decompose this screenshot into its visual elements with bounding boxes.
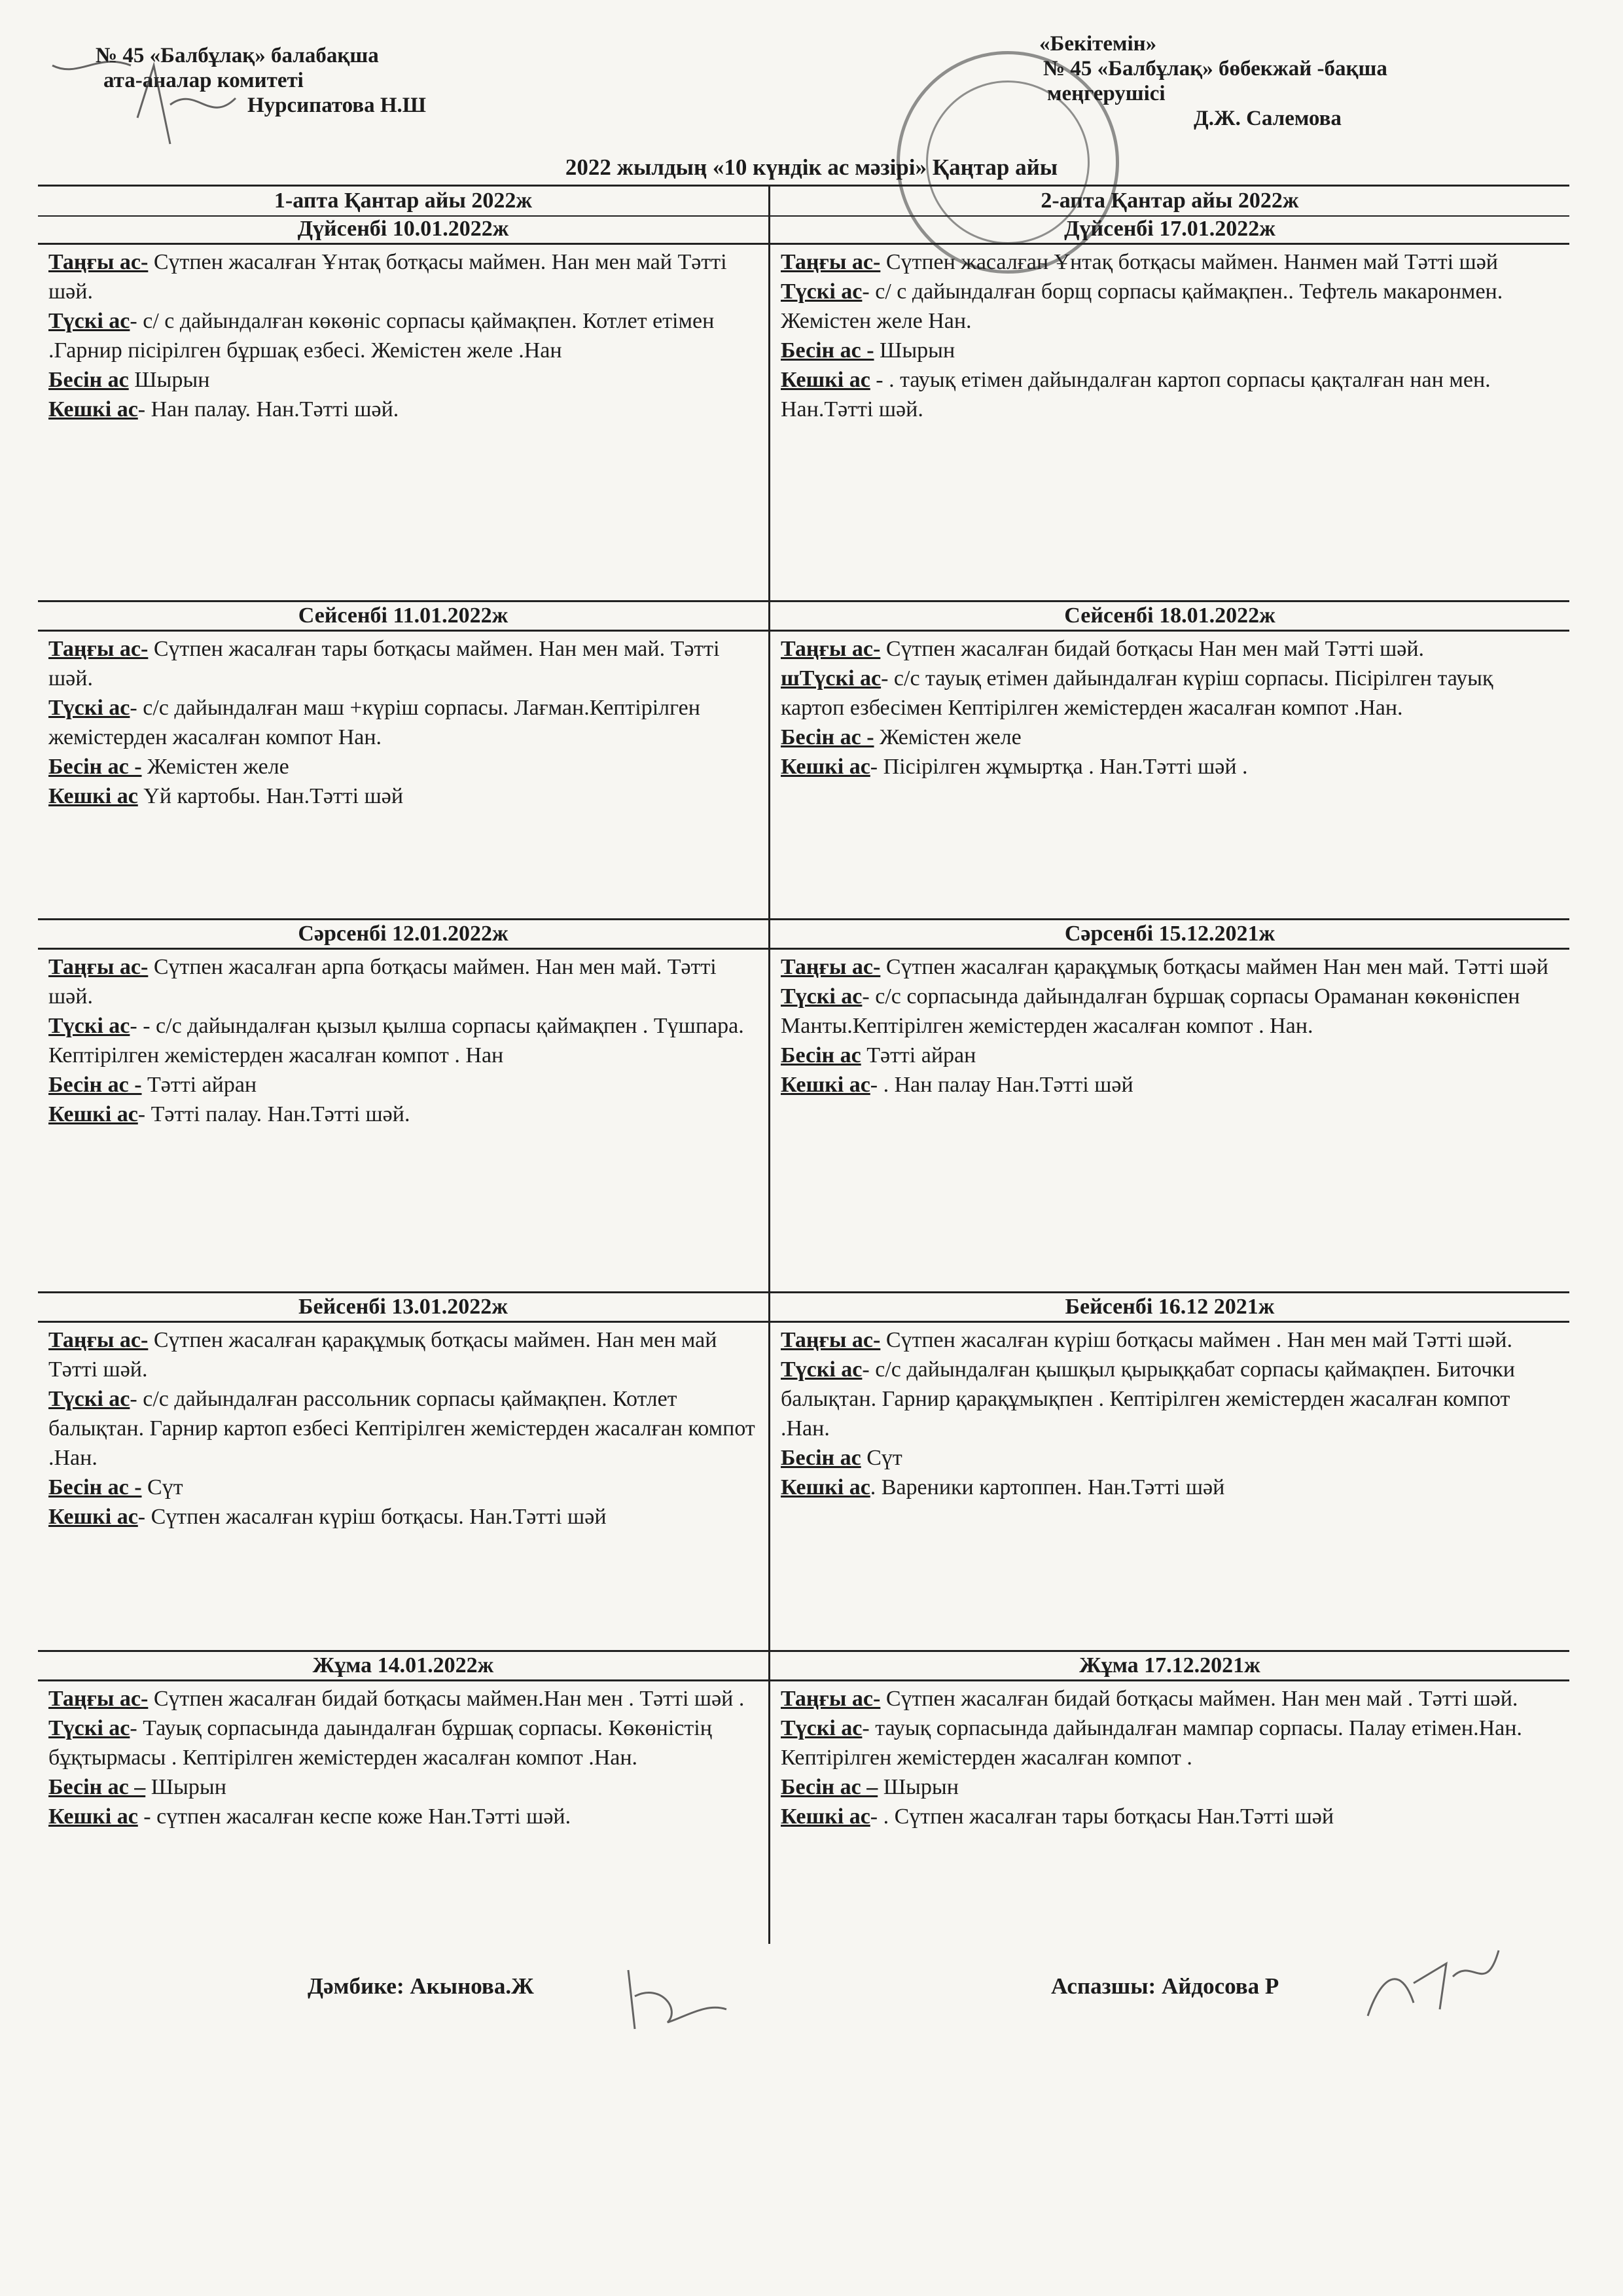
meal-snack: [781, 1041, 1559, 1070]
meal-label: Кешкі ас: [48, 1804, 138, 1829]
meal-text: - сүтпен жасалған кеспе коже Нан.Тәтті шәй.: [137, 1804, 571, 1829]
day-block: [770, 1291, 1569, 1502]
meal-label: Таңғы ас-: [781, 250, 881, 274]
meal-lunch: [48, 1384, 758, 1473]
meal-text: Тәтті айран: [861, 1043, 976, 1067]
meal-list: [38, 1681, 768, 1831]
meal-text: - с/с сорпасында дайындалған бұршақ сорпасы Ораманан көкөніспен Манты.Кептірілген жемістерден жасалған компот . Нан.: [781, 984, 1520, 1038]
meal-dinner: [781, 365, 1559, 424]
meal-list: [38, 950, 768, 1129]
menu-table: [38, 185, 1569, 1944]
signature-nurse: [609, 1957, 740, 2042]
week-2-heading: 2-апта Қантар айы 2022ж: [770, 187, 1569, 217]
meal-text: - . Нан палау Нан.Тәтті шәй: [870, 1073, 1133, 1097]
meal-text: - Тәтті палау. Нан.Тәтті шәй.: [137, 1102, 410, 1126]
meal-text: - тауық сорпасында дайындалған мампар сорпасы. Палау етімен.Нан. Кептірілген жемістерден жасалған компот .: [781, 1716, 1522, 1770]
meal-label: Бесін ас: [781, 1446, 861, 1470]
meal-label: Түскі ас: [781, 984, 863, 1009]
cook-signature-line: Аспазшы: Айдосова Р: [1051, 1973, 1279, 1999]
meal-text: Сүтпен жасалған қарақұмық ботқасы маймен. Нан мен май Тәтті шәй.: [48, 1328, 717, 1382]
meal-breakfast: [48, 1325, 758, 1384]
meal-dinner: [48, 1802, 758, 1831]
meal-lunch: [781, 1713, 1559, 1772]
meal-lunch: [48, 693, 758, 752]
meal-breakfast: [48, 634, 758, 693]
meal-text: Шырын: [128, 368, 210, 392]
meal-text: - . тауық етімен дайындалған картоп сорпасы қақталған нан мен. Нан.Тәтті шәй.: [781, 368, 1491, 422]
meal-label: Бесін ас: [48, 368, 129, 392]
meal-label: Кешкі ас: [48, 1505, 138, 1529]
meal-text: Шырын: [874, 338, 955, 363]
meal-text: Сүтпен жасалған күріш ботқасы маймен . Нан мен май Тәтті шәй.: [880, 1328, 1512, 1352]
meal-dinner: [781, 1070, 1559, 1100]
day-block: [38, 1650, 768, 1831]
meal-breakfast: [781, 1325, 1559, 1355]
meal-text: Сүт: [141, 1475, 183, 1499]
meal-label: Кешкі ас: [781, 1804, 870, 1829]
meal-label: Таңғы ас-: [48, 1687, 149, 1711]
meal-dinner: [48, 1502, 758, 1532]
meal-label: Түскі ас: [48, 1014, 130, 1038]
meal-text: Сүтпен жасалған Ұнтақ ботқасы маймен. Нанмен май Тәтті шәй: [880, 250, 1498, 274]
signature-cook: [1355, 1937, 1505, 2036]
meal-breakfast: [48, 247, 758, 306]
meal-lunch: [48, 1713, 758, 1772]
meal-label: Түскі ас: [781, 1357, 863, 1382]
meal-label: Таңғы ас-: [48, 637, 149, 661]
meal-text: Шырын: [878, 1775, 959, 1799]
meal-snack: [781, 336, 1559, 365]
meal-breakfast: [48, 952, 758, 1011]
committee-line-2: ата-аналар комитеті: [103, 69, 304, 92]
meal-breakfast: [781, 634, 1559, 664]
meal-breakfast: [781, 952, 1559, 982]
day-title: Сәрсенбі 15.12.2021ж: [770, 918, 1569, 950]
meal-snack: [48, 1070, 758, 1100]
day-block: [38, 918, 768, 1129]
meal-label: Кешкі ас: [48, 784, 138, 808]
meal-dinner: [48, 781, 758, 811]
meal-label: Бесін ас –: [781, 1775, 878, 1799]
day-title: Сейсенбі 11.01.2022ж: [38, 600, 768, 632]
meal-text: Үй картобы. Нан.Тәтті шәй: [137, 784, 404, 808]
meal-label: Түскі ас: [48, 309, 130, 333]
meal-list: [770, 1323, 1569, 1502]
meal-dinner: [781, 752, 1559, 781]
week-1-column: [38, 187, 768, 1944]
meal-label: Таңғы ас-: [781, 637, 881, 661]
meal-label: Бесін ас -: [48, 1073, 142, 1097]
day-block: [770, 918, 1569, 1100]
meal-text: Сүтпен жасалған бидай ботқасы маймен.Нан мен . Тәтті шәй .: [148, 1687, 745, 1711]
meal-breakfast: [781, 247, 1559, 277]
day-title: Сәрсенбі 12.01.2022ж: [38, 918, 768, 950]
meal-text: Сүтпен жасалған бидай ботқасы маймен. Нан мен май . Тәтті шәй.: [880, 1687, 1518, 1711]
meal-label: Бесін ас –: [48, 1775, 146, 1799]
meal-list: [770, 245, 1569, 424]
committee-line-1: № 45 «Балбұлақ» балабақша: [96, 44, 379, 67]
meal-label: Таңғы ас-: [781, 1328, 881, 1352]
meal-text: Сүтпен жасалған тары ботқасы маймен. Нан мен май. Тәтті шәй.: [48, 637, 720, 691]
day-block: [770, 1650, 1569, 1831]
meal-lunch: [48, 306, 758, 365]
day-block: [38, 1291, 768, 1532]
meal-snack: [48, 1473, 758, 1502]
meal-text: - Пісірілген жұмыртқа . Нан.Тәтті шәй .: [870, 755, 1248, 779]
meal-label: Бесін ас: [781, 1043, 861, 1067]
meal-label: Түскі ас: [48, 1387, 130, 1411]
day-title: Сейсенбі 18.01.2022ж: [770, 600, 1569, 632]
meal-lunch: [48, 1011, 758, 1070]
meal-label: Бесін ас -: [48, 755, 142, 779]
meal-label: шТүскі ас: [781, 666, 882, 691]
meal-label: Кешкі ас: [48, 1102, 138, 1126]
meal-list: [770, 632, 1569, 781]
approval-line-2: № 45 «Балбұлақ» бөбекжай -бақша: [1043, 57, 1387, 81]
menu-title: 2022 жылдың «10 күндік ас мәзірі» Қаңтар айы: [565, 154, 1058, 180]
meal-snack: [48, 1772, 758, 1802]
committee-name: Нурсипатова Н.Ш: [247, 94, 427, 117]
meal-text: - Сүтпен жасалған күріш ботқасы. Нан.Тәтті шәй: [137, 1505, 607, 1529]
meal-label: Таңғы ас-: [48, 955, 149, 979]
meal-lunch: [781, 1355, 1559, 1443]
day-title: Бейсенбі 13.01.2022ж: [38, 1291, 768, 1323]
meal-text: - с/с дайындалған рассольник сорпасы қаймақпен. Котлет балықтан. Гарнир картоп езбесі Кептірілген жемістерден жасалған компот .Нан.: [48, 1387, 755, 1470]
week-1-heading: 1-апта Қантар айы 2022ж: [38, 187, 768, 217]
meal-text: Сүтпен жасалған Ұнтақ ботқасы маймен. Нан мен май Тәтті шәй.: [48, 250, 727, 304]
meal-text: Сүт: [861, 1446, 902, 1470]
meal-label: Кешкі ас: [781, 755, 870, 779]
meal-list: [38, 1323, 768, 1532]
day-title: Дүйсенбі 10.01.2022ж: [38, 215, 768, 245]
week-2-column: [770, 187, 1569, 1944]
meal-breakfast: [781, 1684, 1559, 1713]
meal-text: - Нан палау. Нан.Тәтті шәй.: [137, 397, 399, 422]
meal-text: - - с/с дайындалған қызыл қылша сорпасы қаймақпен . Түшпара. Кептірілген жемістерден жасалған компот . Нан: [48, 1014, 744, 1067]
meal-text: Тәтті айран: [141, 1073, 257, 1097]
meal-lunch: [781, 664, 1559, 723]
meal-lunch: [781, 277, 1559, 336]
meal-label: Түскі ас: [48, 1716, 130, 1740]
meal-snack: [48, 365, 758, 395]
meal-text: - с/ с дайындалған борщ сорпасы қаймақпен.. Тефтель макаронмен. Жемістен желе Нан.: [781, 279, 1503, 333]
meal-snack: [781, 1772, 1559, 1802]
day-title: Жұма 14.01.2022ж: [38, 1650, 768, 1681]
meal-text: Шырын: [145, 1775, 226, 1799]
meal-label: Таңғы ас-: [48, 1328, 149, 1352]
meal-label: Кешкі ас: [781, 1475, 870, 1499]
nurse-signature-line: Дәмбике: Акынова.Ж: [308, 1973, 534, 1999]
meal-snack: [781, 1443, 1559, 1473]
day-block: [770, 600, 1569, 781]
day-title: Бейсенбі 16.12 2021ж: [770, 1291, 1569, 1323]
signature-committee: [39, 39, 249, 157]
day-block: [38, 600, 768, 811]
meal-text: Жемістен желе: [141, 755, 289, 779]
meal-text: - с/с дайындалған маш +күріш сорпасы. Лағман.Кептірілген жемістерден жасалған компот Нан.: [48, 696, 700, 749]
meal-list: [38, 245, 768, 424]
meal-label: Таңғы ас-: [781, 1687, 881, 1711]
meal-label: Түскі ас: [781, 1716, 863, 1740]
meal-list: [38, 632, 768, 811]
meal-label: Кешкі ас: [781, 1073, 870, 1097]
day-title: Жұма 17.12.2021ж: [770, 1650, 1569, 1681]
meal-label: Түскі ас: [781, 279, 863, 304]
meal-text: Сүтпен жасалған қарақұмық ботқасы маймен Нан мен май. Тәтті шәй: [880, 955, 1548, 979]
meal-text: Сүтпен жасалған бидай ботқасы Нан мен май Тәтті шәй.: [880, 637, 1425, 661]
meal-text: - с/с дайындалған қышқыл қырыққабат сорпасы қаймақпен. Биточки балықтан. Гарнир қарақұмықпен . Кептірілген жемістерден жасалған компот .Нан.: [781, 1357, 1515, 1441]
meal-label: Бесін ас -: [781, 725, 874, 749]
meal-dinner: [781, 1473, 1559, 1502]
meal-label: Бесін ас -: [781, 338, 874, 363]
approval-name: Д.Ж. Салемова: [1194, 107, 1342, 130]
meal-label: Кешкі ас: [781, 368, 870, 392]
day-block: [38, 215, 768, 424]
meal-dinner: [48, 1100, 758, 1129]
meal-snack: [781, 723, 1559, 752]
meal-breakfast: [48, 1684, 758, 1713]
meal-text: Жемістен желе: [874, 725, 1022, 749]
approval-line-1: «Бекітемін»: [1039, 32, 1157, 56]
approval-line-3: меңгерушісі: [1047, 82, 1166, 105]
meal-label: Түскі ас: [48, 696, 130, 720]
meal-text: - с/ с дайындалған көкөніс сорпасы қаймақпен. Котлет етімен .Гарнир пісірілген бұршақ езбесі. Жемістен желе .Нан: [48, 309, 715, 363]
meal-snack: [48, 752, 758, 781]
meal-dinner: [48, 395, 758, 424]
meal-text: Сүтпен жасалған арпа ботқасы маймен. Нан мен май. Тәтті шәй.: [48, 955, 717, 1009]
meal-lunch: [781, 982, 1559, 1041]
meal-text: . Вареники картоппен. Нан.Тәтті шәй: [870, 1475, 1225, 1499]
meal-text: - . Сүтпен жасалған тары ботқасы Нан.Тәтті шәй: [870, 1804, 1334, 1829]
meal-label: Бесін ас -: [48, 1475, 142, 1499]
day-title: Дүйсенбі 17.01.2022ж: [770, 215, 1569, 245]
meal-label: Таңғы ас-: [781, 955, 881, 979]
meal-label: Таңғы ас-: [48, 250, 149, 274]
day-block: [770, 215, 1569, 424]
meal-text: - с/с тауық етімен дайындалған күріш сорпасы. Пісірілген тауық картоп езбесімен Кептірілген жемістерден жасалған компот .Нан.: [781, 666, 1493, 720]
meal-dinner: [781, 1802, 1559, 1831]
meal-list: [770, 950, 1569, 1100]
meal-label: Кешкі ас: [48, 397, 138, 422]
meal-list: [770, 1681, 1569, 1831]
approval-block: [1039, 31, 1387, 131]
meal-text: - Тауық сорпасында даындалған бұршақ сорпасы. Көкөністің бұқтырмасы . Кептірілген жемістерден жасалған компот .Нан.: [48, 1716, 712, 1770]
